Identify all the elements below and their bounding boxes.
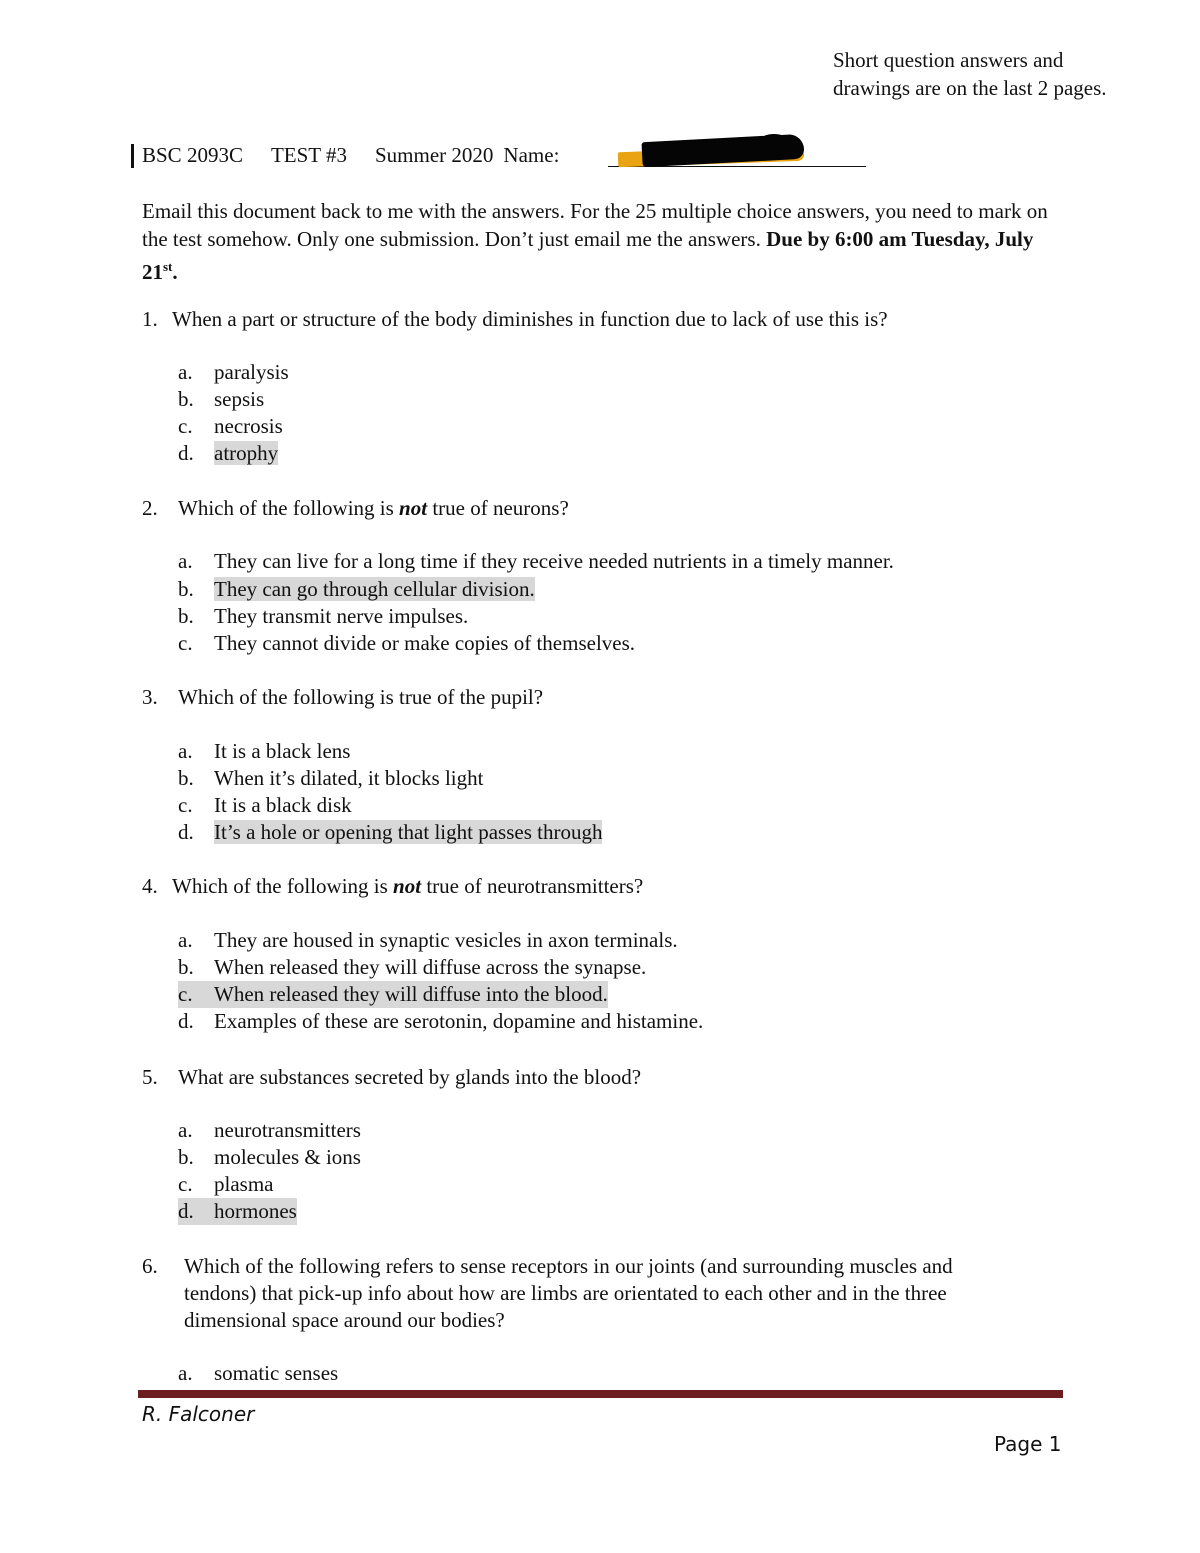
- question-text: Which of the following is true of the pupil?: [178, 685, 544, 709]
- q4-option-a[interactable]: a. They are housed in synaptic vesicles in axon terminals.: [178, 928, 678, 952]
- top-note-line-2: drawings are on the last 2 pages.: [833, 76, 1107, 100]
- emphasis-not: not: [393, 874, 422, 898]
- q4-option-c[interactable]: c. When released they will diffuse into the blood.: [178, 982, 608, 1006]
- emphasis-not: not: [399, 496, 428, 520]
- question-6: 6. Which of the following refers to sense receptors in our joints (and surrounding muscles and: [142, 1254, 953, 1278]
- q1-option-b[interactable]: b. sepsis: [178, 387, 265, 411]
- question-number: 5.: [142, 1065, 158, 1089]
- question-text: What are substances secreted by glands into the blood?: [178, 1065, 642, 1089]
- name-label: Name:: [503, 143, 560, 167]
- question-3: [142, 684, 543, 711]
- question-6-line-3: dimensional space around our bodies?: [184, 1308, 505, 1332]
- term: Summer 2020: [375, 143, 494, 167]
- q4-option-b[interactable]: b. When released they will diffuse across the synapse.: [178, 955, 647, 979]
- top-note: [833, 46, 1107, 102]
- course-code: BSC 2093C: [142, 143, 243, 167]
- q2-option-b2[interactable]: b. They transmit nerve impulses.: [178, 604, 469, 628]
- q5-option-d[interactable]: d. hormones: [178, 1199, 297, 1223]
- q4-option-d[interactable]: d. Examples of these are serotonin, dopamine and histamine.: [178, 1009, 704, 1033]
- question-number: 3.: [142, 685, 158, 709]
- q5-option-a[interactable]: a. neurotransmitters: [178, 1118, 361, 1142]
- footer-author: R. Falconer: [142, 1402, 255, 1426]
- question-4: 4. Which of the following is not true of neurotransmitters?: [142, 874, 644, 898]
- q3-option-c[interactable]: c. It is a black disk: [178, 793, 352, 817]
- selected-answer-highlight: hormones: [214, 1199, 297, 1223]
- instructions-text: Email this document back to me with the answers. For the 25 multiple choice answers, you need to mark on the test somehow. Only one submission. Don’t just email me the answers.: [142, 199, 1048, 251]
- q5-option-c[interactable]: c. plasma: [178, 1172, 274, 1196]
- top-note-line-1: Short question answers and: [833, 48, 1064, 72]
- q6-option-a[interactable]: a. somatic senses: [178, 1361, 339, 1385]
- question-text: When a part or structure of the body diminishes in function due to lack of use this is?: [172, 307, 888, 331]
- selected-answer-highlight: It’s a hole or opening that light passes through: [214, 820, 603, 844]
- q2-option-b[interactable]: b. They can go through cellular division.: [178, 577, 535, 601]
- selected-answer-highlight: They can go through cellular division.: [214, 577, 535, 601]
- q5-option-b[interactable]: b. molecules & ions: [178, 1145, 361, 1169]
- page-number: Page 1: [994, 1432, 1062, 1456]
- selected-answer-highlight: When released they will diffuse into the blood.: [214, 982, 608, 1006]
- due-date: Due by 6:00 am Tuesday, July 21st.: [142, 226, 1034, 284]
- q1-option-c[interactable]: c. necrosis: [178, 414, 283, 438]
- selected-answer-highlight: atrophy: [214, 441, 279, 465]
- question-5: [142, 1064, 641, 1091]
- q1-option-a[interactable]: a. paralysis: [178, 360, 289, 384]
- text-cursor-bar: [131, 144, 134, 168]
- q2-option-c[interactable]: c. They cannot divide or make copies of themselves.: [178, 631, 636, 655]
- test-header: [142, 143, 559, 168]
- question-number: 6.: [142, 1254, 158, 1278]
- name-redaction-tip: [760, 134, 788, 148]
- test-number: TEST #3: [270, 143, 347, 167]
- question-number: 4.: [142, 874, 158, 898]
- q2-option-a[interactable]: a. They can live for a long time if they receive needed nutrients in a timely manner.: [178, 549, 894, 573]
- q3-option-a[interactable]: a. It is a black lens: [178, 739, 351, 763]
- question-6-line-2: tendons) that pick-up info about how are limbs are orientated to each other and in the three: [184, 1281, 947, 1305]
- q3-option-d[interactable]: d. It’s a hole or opening that light passes through: [178, 820, 603, 844]
- question-2: 2. Which of the following is not true of neurons?: [142, 496, 569, 520]
- footer-rule: [138, 1390, 1063, 1398]
- question-number: 2.: [142, 496, 158, 520]
- q1-option-d[interactable]: d. atrophy: [178, 441, 279, 465]
- question-1: [142, 306, 888, 333]
- q3-option-b[interactable]: b. When it’s dilated, it blocks light: [178, 766, 484, 790]
- instructions: [142, 198, 1072, 287]
- question-number: 1.: [142, 307, 158, 331]
